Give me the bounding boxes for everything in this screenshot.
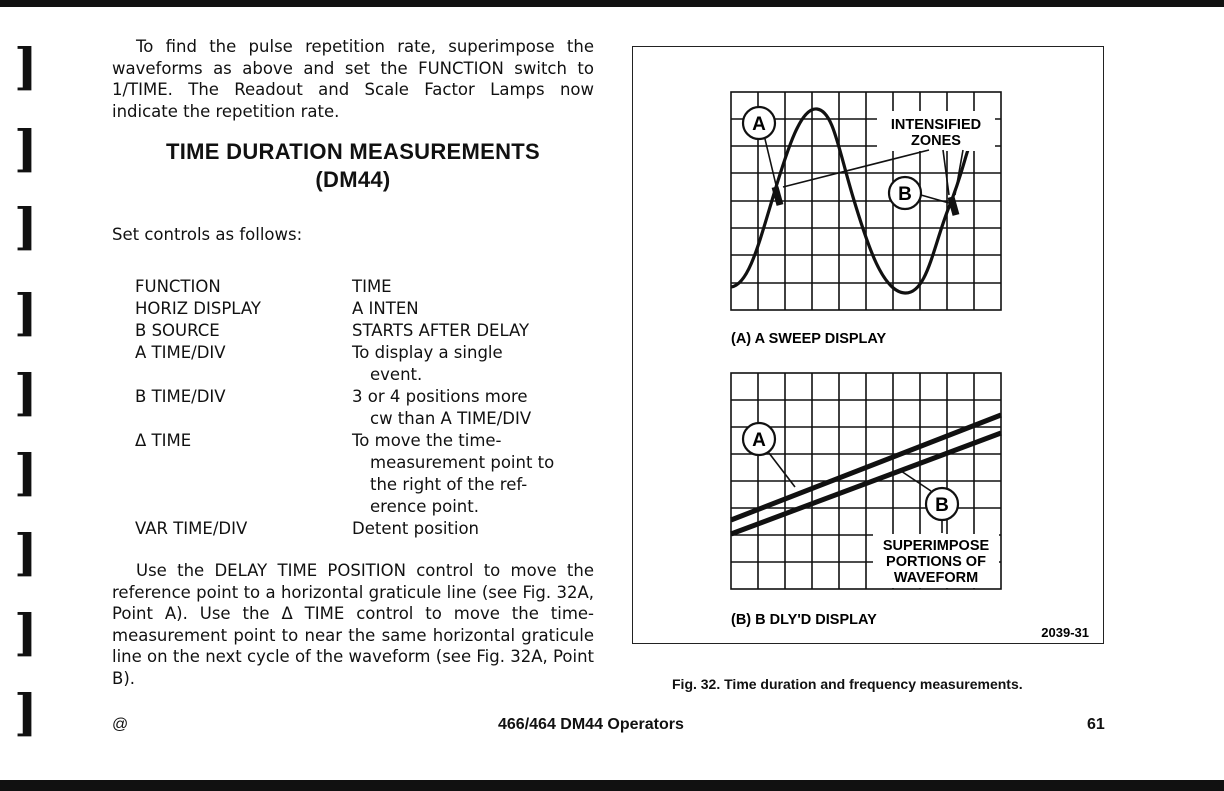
binder-ring: ]: [14, 683, 38, 742]
callout-superimpose: SUPERIMPOSE: [882, 538, 990, 554]
section-heading-line1: TIME DURATION MEASUREMENTS: [165, 139, 541, 164]
binder-rings: [0, 0, 40, 780]
section-heading: [112, 138, 594, 194]
control-setting-line: erence point.: [370, 497, 479, 516]
marker-b-panel-a-label: A: [752, 430, 766, 451]
marker-b-panel-a-pointer: [769, 453, 795, 487]
intensified-zone-a: [775, 187, 780, 205]
callout-intensified: INTENSIFIED: [890, 117, 982, 133]
control-setting: [352, 276, 582, 298]
control-setting: [352, 298, 582, 320]
control-name: Δ TIME: [135, 431, 192, 450]
control-row: [112, 386, 594, 430]
callout-waveform: WAVEFORM: [893, 570, 979, 586]
panel-a-label: (A) A SWEEP DISPLAY: [731, 331, 887, 347]
control-name: A TIME/DIV: [135, 343, 226, 362]
binder-ring: ]: [14, 283, 38, 342]
control-setting: [352, 386, 582, 430]
panel-b-label: (B) B DLY'D DISPLAY: [731, 612, 877, 628]
intro-paragraph: To find the pulse repetition rate, superimpose the waveforms as above and set the FUNCTION switch to 1/TIME. The Readout and Scale Factor Lamps now indicate the repetition rate.: [112, 37, 594, 121]
controls-table: [112, 276, 594, 540]
control-setting: [352, 518, 582, 540]
control-row: [112, 430, 594, 518]
control-setting-line: To display a single: [352, 343, 503, 362]
control-setting: [352, 430, 582, 518]
control-name: VAR TIME/DIV: [135, 519, 248, 538]
control-row: [112, 320, 594, 342]
control-setting-line: Detent position: [352, 519, 480, 538]
control-setting-line: A INTEN: [352, 299, 419, 318]
control-setting-line: cw than A TIME/DIV: [370, 409, 532, 428]
figure-caption: Fig. 32. Time duration and frequency measurements.: [672, 676, 1023, 692]
intensified-zone-b: [951, 197, 956, 215]
control-setting-line: STARTS AFTER DELAY: [352, 321, 530, 340]
callout-zones: ZONES: [911, 133, 961, 149]
control-row: [112, 276, 594, 298]
control-setting-line: the right of the ref-: [370, 475, 528, 494]
control-setting: [352, 320, 582, 342]
marker-b-panel-b-label: B: [935, 495, 949, 516]
section-heading-line2: (DM44): [315, 167, 391, 192]
footer-title: 466/464 DM44 Operators: [498, 716, 684, 733]
control-setting-line: measurement point to: [370, 453, 555, 472]
marker-b-label: B: [898, 184, 912, 205]
control-setting-line: TIME: [352, 277, 392, 296]
set-controls-label: Set controls as follows:: [112, 225, 303, 244]
control-name: B TIME/DIV: [135, 387, 226, 406]
control-setting: [352, 342, 582, 386]
control-row: [112, 518, 594, 540]
bottom-edge-bar: [0, 780, 1224, 791]
control-row: [112, 298, 594, 320]
figure-number: 2039-31: [1041, 625, 1089, 640]
binder-ring: ]: [14, 37, 38, 96]
callout-portions-of: PORTIONS OF: [886, 554, 986, 570]
binder-ring: ]: [14, 603, 38, 662]
closing-paragraph: Use the DELAY TIME POSITION control to move the reference point to a horizontal graticule line (see Fig. 32A, Point A). Use the Δ TIME control to move the time-measurement point to near the same horizontal graticule line on the next cycle of the waveform (see Fig. 32A, Point B).: [112, 561, 594, 688]
control-setting-line: 3 or 4 positions more: [352, 387, 528, 406]
binder-ring: ]: [14, 197, 38, 256]
footer-left-mark: @: [112, 716, 129, 733]
control-setting-line: event.: [370, 365, 423, 384]
binder-ring: ]: [14, 523, 38, 582]
text-column: [112, 36, 594, 689]
control-row: [112, 342, 594, 386]
control-name: B SOURCE: [135, 321, 220, 340]
figure-drawing: [633, 47, 1105, 645]
binder-ring: ]: [14, 119, 38, 178]
control-name: FUNCTION: [135, 277, 221, 296]
binder-ring: ]: [14, 363, 38, 422]
figure-frame: [632, 46, 1104, 644]
marker-a-label: A: [752, 114, 766, 135]
control-setting-line: To move the time-: [352, 431, 502, 450]
control-name: HORIZ DISPLAY: [135, 299, 261, 318]
page-number: 61: [1087, 716, 1105, 733]
binder-ring: ]: [14, 443, 38, 502]
top-edge-bar: [0, 0, 1224, 7]
